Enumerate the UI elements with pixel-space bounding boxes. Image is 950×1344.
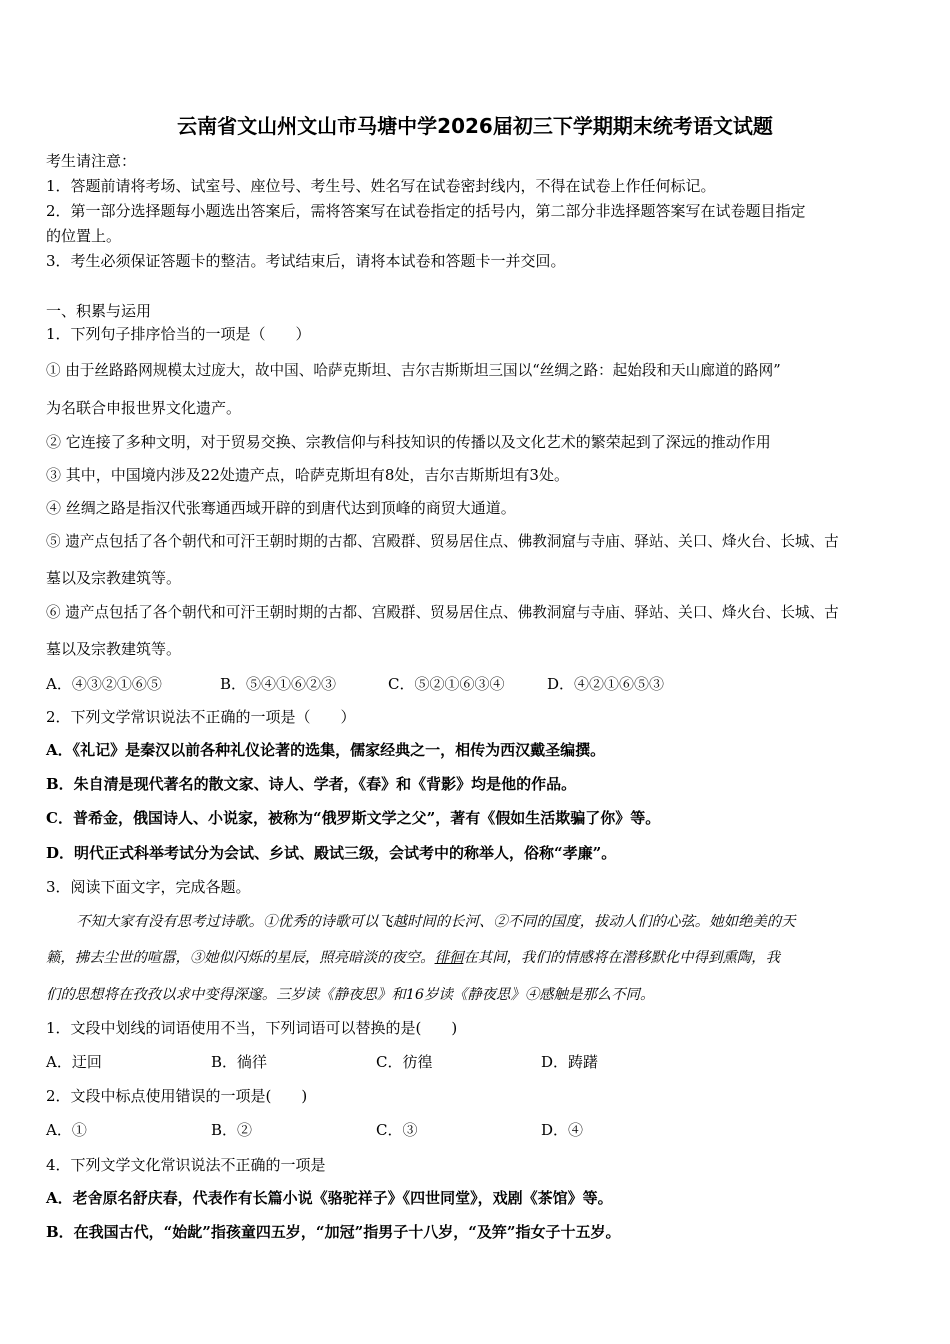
q3-sub2-option-a[interactable]: A．① xyxy=(46,1121,87,1139)
q3-passage-line: 们的思想将在孜孜以求中变得深邃。三岁读《静夜思》和16岁读《静夜思》④感触是那么不同。 xyxy=(46,987,655,1003)
q3-sub2-option-d[interactable]: D．④ xyxy=(541,1121,584,1139)
q1-options xyxy=(46,674,664,694)
question-4-stem: 4．下列文学文化常识说法不正确的一项是 xyxy=(46,1156,326,1174)
notice-item: 1．答题前请将考场、试室号、座位号、考生号、姓名写在试卷密封线内，不得在试卷上作任何标记。 xyxy=(46,177,716,195)
section-heading: 一、积累与运用 xyxy=(46,302,152,320)
q3-sub1-option-c[interactable]: C．彷徨 xyxy=(376,1053,433,1071)
q2-option-a[interactable]: A．《礼记》是秦汉以前各种礼仪论著的选集，儒家经典之一，相传为西汉戴圣编撰。 xyxy=(46,741,606,759)
q3-sub2-stem: 2．文段中标点使用错误的一项是( ) xyxy=(46,1087,308,1105)
q1-sentence: ④ 丝绸之路是指汉代张骞通西域开辟的到唐代达到顶峰的商贸大通道。 xyxy=(46,499,516,517)
q1-sentence: ② 它连接了多种文明，对于贸易交换、宗教信仰与科技知识的传播以及文化艺术的繁荣起到了深远的推动作用 xyxy=(46,433,771,451)
q2-option-b[interactable]: B．朱自清是现代著名的散文家、诗人、学者，《春》和《背影》均是他的作品。 xyxy=(46,775,577,793)
notice-item: 的位置上。 xyxy=(46,227,122,245)
q3-sub1-stem: 1．文段中划线的词语使用不当，下列词语可以替换的是( ) xyxy=(46,1019,458,1037)
q1-sentence: 墓以及宗教建筑等。 xyxy=(46,569,182,587)
notice-heading: 考生请注意： xyxy=(46,152,137,170)
notice-item: 2．第一部分选择题每小题选出答案后，需将答案写在试卷指定的括号内，第二部分非选择题答案写在试卷题目指定 xyxy=(46,202,806,220)
q1-option-d[interactable]: D．④②①⑥⑤③ xyxy=(547,675,665,693)
q1-sentence: ⑥ 遗产点包括了各个朝代和可汗王朝时期的古都、宫殿群、贸易居住点、佛教洞窟与寺庙、驿站、关口、烽火台、长城、古 xyxy=(46,604,839,621)
q1-option-b[interactable]: B．⑤④①⑥②③ xyxy=(220,675,337,693)
q1-sentence: ⑤ 遗产点包括了各个朝代和可汗王朝时期的古都、宫殿群、贸易居住点、佛教洞窟与寺庙、驿站、关口、烽火台、长城、古 xyxy=(46,533,839,550)
question-3-stem: 3．阅读下面文字，完成各题。 xyxy=(46,878,251,896)
q3-sub1-option-a[interactable]: A．迂回 xyxy=(46,1053,102,1071)
q1-option-a[interactable]: A．④③②①⑥⑤ xyxy=(46,675,162,693)
q2-option-c[interactable]: C．普希金，俄国诗人、小说家，被称为“俄罗斯文学之父”，著有《假如生活欺骗了你》等。 xyxy=(46,809,661,827)
q1-sentence: ③ 其中，中国境内涉及22处遗产点，哈萨克斯坦有8处，吉尔吉斯斯坦有3处。 xyxy=(46,466,569,484)
q1-sentence: 墓以及宗教建筑等。 xyxy=(46,640,182,658)
q3-passage-line xyxy=(46,948,780,968)
q3-sub1-options xyxy=(46,1052,598,1072)
q3-passage-text: 籁，拂去尘世的喧嚣，③她似闪烁的星辰，照亮暗淡的夜空。 xyxy=(46,950,435,966)
q4-option-a[interactable]: A．老舍原名舒庆春，代表作有长篇小说《骆驼祥子》《四世同堂》，戏剧《茶馆》等。 xyxy=(46,1189,613,1207)
q3-passage-text: 在其间，我们的情感将在潜移默化中得到熏陶，我 xyxy=(463,950,780,966)
question-1-stem: 1．下列句子排序恰当的一项是（ ） xyxy=(46,325,311,343)
q3-passage-line: 不知大家有没有思考过诗歌。①优秀的诗歌可以飞越时间的长河、②不同的国度，拔动人们的心弦。她如绝美的天 xyxy=(76,914,796,930)
q3-sub2-option-b[interactable]: B．② xyxy=(211,1121,253,1139)
q1-sentence: ① 由于丝路路网规模太过庞大，故中国、哈萨克斯坦、吉尔吉斯斯坦三国以“丝绸之路：起始段和天山廊道的路网” xyxy=(46,362,781,379)
q1-option-c[interactable]: C．⑤②①⑥③④ xyxy=(388,675,505,693)
q3-sub2-options xyxy=(46,1120,583,1140)
underlined-word: 徘徊 xyxy=(434,950,464,966)
q3-sub1-option-b[interactable]: B．徜徉 xyxy=(211,1053,268,1071)
q3-sub2-option-c[interactable]: C．③ xyxy=(376,1121,418,1139)
question-2-stem: 2．下列文学常识说法不正确的一项是（ ） xyxy=(46,708,356,726)
page-title: 云南省文山州文山市马塘中学2026届初三下学期期末统考语文试题 xyxy=(177,114,773,138)
notice-item: 3．考生必须保证答题卡的整洁。考试结束后，请将本试卷和答题卡一并交回。 xyxy=(46,252,566,270)
q4-option-b[interactable]: B．在我国古代，“始龀”指孩童四五岁，“加冠”指男子十八岁，“及笄”指女子十五岁。 xyxy=(46,1223,621,1241)
q1-sentence: 为名联合申报世界文化遗产。 xyxy=(46,399,242,417)
q2-option-d[interactable]: D．明代正式科举考试分为会试、乡试、殿试三级，会试考中的称举人，俗称“孝廉”。 xyxy=(46,844,617,862)
q3-sub1-option-d[interactable]: D．踌躇 xyxy=(541,1053,599,1071)
